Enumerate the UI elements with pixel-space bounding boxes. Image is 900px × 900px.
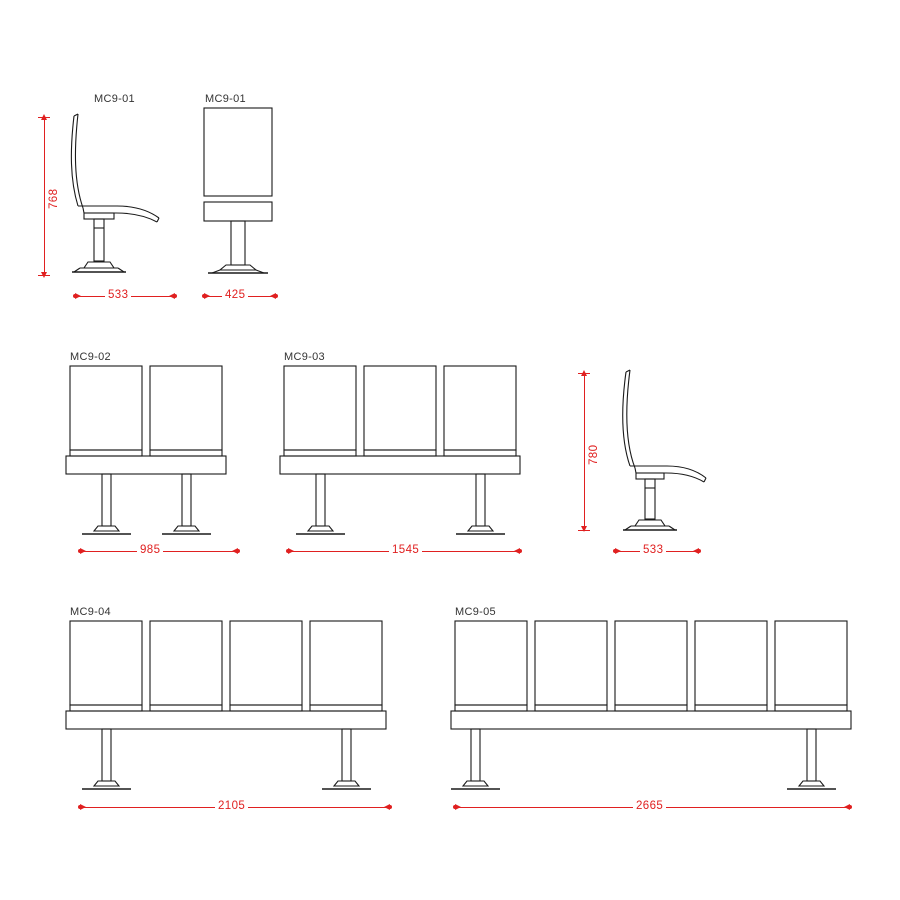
- dim-1545-dot-left: [286, 549, 290, 553]
- part-code-mc9-04: MC9-04: [70, 606, 111, 618]
- dim-985-label: 985: [137, 544, 163, 556]
- dim-2665-dot-right: [848, 805, 852, 809]
- dim-533-top-dot-right: [173, 294, 177, 298]
- dim-2105-label: 2105: [215, 800, 248, 812]
- part-code-mc9-01-side: MC9-01: [94, 93, 135, 105]
- dim-768-label: 768: [48, 186, 60, 212]
- dim-1545-label: 1545: [389, 544, 422, 556]
- dim-780-line: [584, 374, 585, 530]
- chair-side-view-second: [604, 366, 724, 536]
- dim-533-top-dot-left: [73, 294, 77, 298]
- dim-2105-dot-left: [78, 805, 82, 809]
- dim-768-tick-bottom: [38, 275, 50, 276]
- part-code-mc9-05: MC9-05: [455, 606, 496, 618]
- dim-425-dot-right: [274, 294, 278, 298]
- dim-768-tick-top: [38, 117, 50, 118]
- chair-side-view-mc9-01: [60, 110, 180, 280]
- dim-2665-dot-left: [453, 805, 457, 809]
- beam-2-seat-mc9-02: [62, 362, 232, 542]
- dim-533-mid-dot-right: [697, 549, 701, 553]
- beam-3-seat-mc9-03: [276, 362, 536, 542]
- dim-533-mid-dot-left: [613, 549, 617, 553]
- dim-780-tick-bottom: [578, 530, 590, 531]
- dim-1545-dot-right: [518, 549, 522, 553]
- dim-780-arrow-bottom: [581, 526, 587, 532]
- dim-425-label: 425: [222, 289, 248, 301]
- part-code-mc9-03: MC9-03: [284, 351, 325, 363]
- beam-5-seat-mc9-05: [447, 617, 867, 797]
- beam-4-seat-mc9-04: [62, 617, 402, 797]
- dim-425-dot-left: [202, 294, 206, 298]
- dim-533-mid-label: 533: [640, 544, 666, 556]
- dim-780-label: 780: [588, 442, 600, 468]
- dim-780-tick-top: [578, 373, 590, 374]
- chair-front-view-mc9-01: [196, 104, 306, 280]
- dim-533-top-label: 533: [105, 289, 131, 301]
- dim-768-line: [44, 118, 45, 276]
- part-code-mc9-01-front: MC9-01: [205, 93, 246, 105]
- dim-985-dot-right: [236, 549, 240, 553]
- part-code-mc9-02: MC9-02: [70, 351, 111, 363]
- dim-985-dot-left: [78, 549, 82, 553]
- dim-2665-label: 2665: [633, 800, 666, 812]
- dim-2105-dot-right: [388, 805, 392, 809]
